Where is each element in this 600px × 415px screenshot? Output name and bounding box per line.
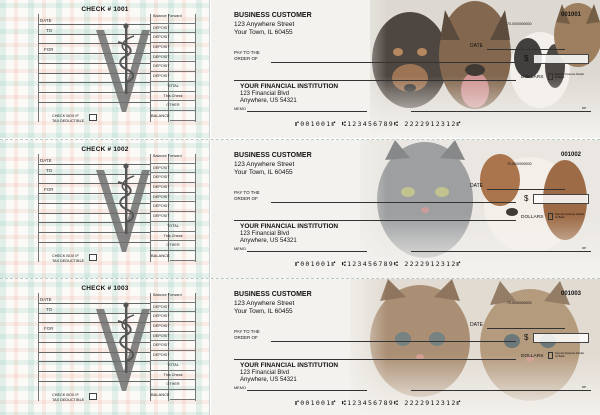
- deposit-label: DEPOSIT: [151, 322, 195, 332]
- deposit-label: DEPOSIT: [151, 332, 195, 342]
- tax-deductible-checkbox[interactable]: [89, 254, 97, 261]
- this-check-label: This Check: [151, 232, 195, 242]
- date-field[interactable]: [487, 189, 565, 190]
- tax-deductible-checkbox[interactable]: [89, 393, 97, 400]
- dollars-label: DOLLARS: [521, 215, 544, 220]
- caduceus-icon: [92, 162, 154, 254]
- bank-address-line-2: Anywhere, US 54321: [240, 238, 297, 244]
- amount-field[interactable]: [533, 54, 589, 64]
- other-label: OTHER: [151, 380, 195, 390]
- stub-for-label: FOR: [44, 187, 54, 192]
- stub-check-title: CHECK # 1003: [81, 285, 129, 292]
- amount-words-field[interactable]: [234, 220, 516, 221]
- memo-field[interactable]: [247, 111, 367, 112]
- check-stub: [0, 279, 210, 415]
- deposit-label: DEPOSIT: [151, 312, 195, 322]
- memo-label: MEMO: [234, 247, 246, 251]
- date-label: DATE: [470, 183, 483, 189]
- balance-forward-label: Balance Forward: [151, 14, 195, 24]
- lock-icon: [548, 352, 553, 359]
- tax-deductible-label: CHECK BOX IF TAX DEDUCTIBLE: [52, 254, 85, 263]
- kittens-photo: [340, 279, 600, 415]
- balance-forward-label: Balance Forward: [151, 154, 195, 164]
- bank-name: YOUR FINANCIAL INSTITUTION: [240, 83, 339, 90]
- this-check-label: This Check: [151, 92, 195, 102]
- dollars-label: DOLLARS: [521, 354, 544, 359]
- memo-field[interactable]: [247, 251, 367, 252]
- total-label: TOTAL: [151, 361, 195, 371]
- date-label: DATE: [470, 43, 483, 49]
- dogs-photo: [340, 0, 600, 138]
- bank-address-line-2: Anywhere, US 54321: [240, 377, 297, 383]
- deposit-label: DEPOSIT: [151, 212, 195, 222]
- bank-address-line-2: Anywhere, US 54321: [240, 98, 297, 104]
- stub-for-label: FOR: [44, 326, 54, 331]
- fractional-routing: 70-0000000000: [507, 301, 532, 305]
- deposit-label: DEPOSIT: [151, 43, 195, 53]
- date-field[interactable]: [487, 49, 565, 50]
- micr-line: ⑈001001⑈ ⑆123456789⑆ 2222912312⑈: [295, 399, 462, 407]
- order-of-label: ORDER OF: [234, 196, 258, 201]
- bank-name: YOUR FINANCIAL INSTITUTION: [240, 362, 339, 369]
- pay-to-label: PAY TO THE: [234, 329, 260, 334]
- deposit-label: DEPOSIT: [151, 341, 195, 351]
- amount-field[interactable]: [533, 194, 589, 204]
- business-name: BUSINESS CUSTOMER: [234, 152, 312, 159]
- deposit-label: DEPOSIT: [151, 24, 195, 34]
- deposit-label: DEPOSIT: [151, 303, 195, 313]
- dollars-label: DOLLARS: [521, 75, 544, 80]
- security-features-text: Security Features Details on Back: [555, 73, 584, 79]
- amount-field[interactable]: [533, 333, 589, 343]
- amount-words-field[interactable]: [234, 80, 516, 81]
- balance-forward-label: Balance Forward: [151, 293, 195, 303]
- memo-label: MEMO: [234, 386, 246, 390]
- tax-deductible-label: CHECK BOX IF TAX DEDUCTIBLE: [52, 393, 85, 402]
- check-number: 001002: [561, 152, 582, 158]
- micr-line: ⑈001001⑈ ⑆123456789⑆ 2222912312⑈: [295, 120, 462, 128]
- other-label: OTHER: [151, 101, 195, 111]
- amount-words-field[interactable]: [234, 359, 516, 360]
- total-label: TOTAL: [151, 222, 195, 232]
- stub-check-title: CHECK # 1002: [81, 146, 129, 153]
- stub-to-label: TO: [46, 168, 53, 173]
- total-label: TOTAL: [151, 82, 195, 92]
- business-address-line-1: 123 Anywhere Street: [234, 300, 295, 307]
- bank-name: YOUR FINANCIAL INSTITUTION: [240, 223, 339, 230]
- memo-label: MEMO: [234, 107, 246, 111]
- check-body: [211, 140, 600, 278]
- fractional-routing: 70-0000000000: [507, 22, 532, 26]
- balance-label: BALANCE: [151, 253, 170, 258]
- payee-field[interactable]: [271, 341, 516, 342]
- stub-date-label: DATE: [40, 158, 52, 163]
- stub-register: [151, 154, 195, 251]
- deposit-label: DEPOSIT: [151, 202, 195, 212]
- business-name: BUSINESS CUSTOMER: [234, 291, 312, 298]
- business-address-line-2: Your Town, IL 60455: [234, 308, 293, 315]
- tax-deductible-checkbox[interactable]: [89, 114, 97, 121]
- kitten-puppy-photo: [340, 140, 600, 278]
- stub-register: [151, 14, 195, 111]
- deposit-label: DEPOSIT: [151, 33, 195, 43]
- lock-icon: [548, 73, 553, 80]
- payee-field[interactable]: [271, 62, 516, 63]
- fractional-routing: 70-0000000000: [507, 162, 532, 166]
- stub-to-label: TO: [46, 307, 53, 312]
- tax-deductible-label: CHECK BOX IF TAX DEDUCTIBLE: [52, 114, 85, 123]
- deposit-label: DEPOSIT: [151, 62, 195, 72]
- date-label: DATE: [470, 322, 483, 328]
- deposit-label: DEPOSIT: [151, 72, 195, 82]
- pay-to-label: PAY TO THE: [234, 190, 260, 195]
- business-address-line-2: Your Town, IL 60455: [234, 29, 293, 36]
- this-check-label: This Check: [151, 371, 195, 381]
- check-number: 001003: [561, 291, 582, 297]
- lock-icon: [548, 213, 553, 220]
- stub-register: [151, 293, 195, 390]
- check-stub: [0, 0, 210, 138]
- business-address-line-1: 123 Anywhere Street: [234, 21, 295, 28]
- stub-for-label: FOR: [44, 47, 54, 52]
- bank-address-line-1: 123 Financial Blvd: [240, 91, 290, 97]
- check-row: [0, 278, 600, 415]
- caduceus-icon: [92, 301, 154, 393]
- business-name: BUSINESS CUSTOMER: [234, 12, 312, 19]
- order-of-label: ORDER OF: [234, 56, 258, 61]
- check-row: [0, 0, 600, 138]
- check-number: 001001: [561, 12, 582, 18]
- check-stub: [0, 140, 210, 278]
- check-row: [0, 139, 600, 277]
- pay-to-label: PAY TO THE: [234, 50, 260, 55]
- deposit-label: DEPOSIT: [151, 351, 195, 361]
- memo-field[interactable]: [247, 390, 367, 391]
- business-address-line-1: 123 Anywhere Street: [234, 161, 295, 168]
- security-features-text: Security Features Details on Back: [555, 352, 584, 358]
- stub-date-label: DATE: [40, 297, 52, 302]
- deposit-label: DEPOSIT: [151, 53, 195, 63]
- check-body: [211, 0, 600, 138]
- bank-address-line-1: 123 Financial Blvd: [240, 370, 290, 376]
- mp-label: MP: [582, 246, 587, 250]
- caduceus-icon: [92, 22, 154, 114]
- check-body: [211, 279, 600, 415]
- stub-check-title: CHECK # 1001: [81, 6, 129, 13]
- mp-label: MP: [582, 106, 587, 110]
- signature-field[interactable]: [411, 251, 591, 252]
- bank-address-line-1: 123 Financial Blvd: [240, 231, 290, 237]
- deposit-label: DEPOSIT: [151, 193, 195, 203]
- dollar-sign: $: [524, 333, 529, 342]
- business-address-line-2: Your Town, IL 60455: [234, 169, 293, 176]
- dollar-sign: $: [524, 54, 529, 63]
- deposit-label: DEPOSIT: [151, 183, 195, 193]
- micr-line: ⑈001001⑈ ⑆123456789⑆ 2222912312⑈: [295, 260, 462, 268]
- security-features-text: Security Features Details on Back: [555, 213, 584, 219]
- balance-label: BALANCE: [151, 113, 170, 118]
- signature-field[interactable]: [411, 111, 591, 112]
- date-field[interactable]: [487, 328, 565, 329]
- deposit-label: DEPOSIT: [151, 164, 195, 174]
- payee-field[interactable]: [271, 202, 516, 203]
- balance-label: BALANCE: [151, 392, 170, 397]
- mp-label: MP: [582, 385, 587, 389]
- other-label: OTHER: [151, 241, 195, 251]
- signature-field[interactable]: [411, 390, 591, 391]
- stub-to-label: TO: [46, 28, 53, 33]
- order-of-label: ORDER OF: [234, 335, 258, 340]
- dollar-sign: $: [524, 194, 529, 203]
- deposit-label: DEPOSIT: [151, 173, 195, 183]
- stub-date-label: DATE: [40, 18, 52, 23]
